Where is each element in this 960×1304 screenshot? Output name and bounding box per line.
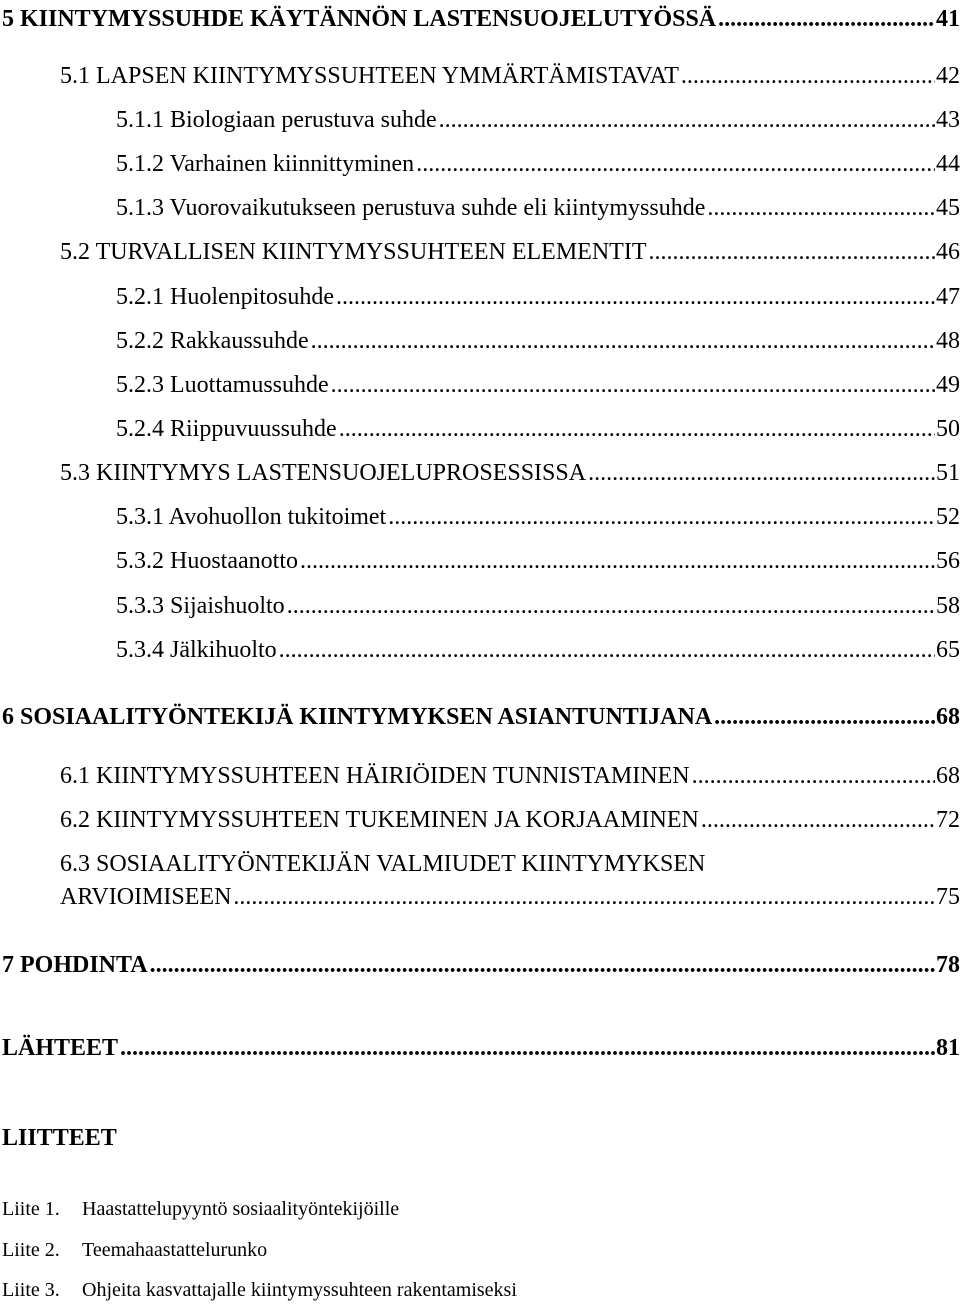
dot-leader <box>439 105 935 135</box>
toc-entry-5-2-1[interactable] <box>116 282 960 312</box>
dot-leader <box>681 61 935 91</box>
dot-leader <box>287 591 935 621</box>
toc-entry-5-1[interactable] <box>60 61 960 91</box>
appendix-label: Liite 2. <box>2 1239 60 1261</box>
dot-leader <box>339 414 935 444</box>
toc-entry-title: LÄHTEET <box>2 1035 119 1061</box>
toc-entry-5-3-3[interactable] <box>116 591 960 621</box>
dot-leader <box>300 546 935 576</box>
dot-leader <box>648 237 935 267</box>
toc-entry-page: 52 <box>936 504 960 530</box>
toc-entry-page: 41 <box>936 6 960 32</box>
dot-leader <box>588 458 935 488</box>
toc-entry-6-3-first-line[interactable]: 6.3 SOSIAALITYÖNTEKIJÄN VALMIUDET KIINTYMYKSEN <box>60 851 706 877</box>
dot-leader <box>718 4 935 34</box>
toc-entry-page: 42 <box>936 63 960 89</box>
dot-leader <box>150 950 935 980</box>
dot-leader <box>311 326 935 356</box>
dot-leader <box>692 761 935 791</box>
appendix-item[interactable] <box>2 1196 399 1222</box>
toc-entry-6-1[interactable] <box>60 761 960 791</box>
appendix-title: Haastattelupyyntö sosiaalityöntekijöille <box>82 1198 400 1220</box>
toc-entry-5-1-1[interactable] <box>116 105 960 135</box>
toc-entry-page: 81 <box>936 1035 960 1061</box>
dot-leader <box>388 502 935 532</box>
toc-entry-title: 5.1.3 Vuorovaikutukseen perustuva suhde eli kiintymyssuhde <box>116 195 706 221</box>
dot-leader <box>336 282 935 312</box>
toc-entry-page: 51 <box>936 460 960 486</box>
toc-entry-title: 5.3 KIINTYMYS LASTENSUOJELUPROSESSISSA <box>60 460 587 486</box>
toc-entry-5[interactable] <box>2 4 960 34</box>
toc-entry-title: 5.2.3 Luottamussuhde <box>116 372 329 398</box>
toc-entry-title: 6.1 KIINTYMYSSUHTEEN HÄIRIÖIDEN TUNNISTAMINEN <box>60 763 690 789</box>
toc-entry-page: 43 <box>936 107 960 133</box>
toc-entry-5-2[interactable] <box>60 237 960 267</box>
toc-entry-title: 5.2.4 Riippuvuussuhde <box>116 416 337 442</box>
toc-entry-page: 78 <box>936 952 960 978</box>
toc-entry-5-1-2[interactable] <box>116 149 960 179</box>
dot-leader <box>331 370 935 400</box>
dot-leader <box>416 149 935 179</box>
toc-entry-page: 68 <box>936 704 960 730</box>
toc-entry-page: 65 <box>936 637 960 663</box>
toc-entry-6[interactable] <box>2 702 960 732</box>
toc-entry-title: 5.2.1 Huolenpitosuhde <box>116 284 334 310</box>
toc-entry-page: 46 <box>936 239 960 265</box>
toc-entry-6-3[interactable] <box>60 882 960 912</box>
toc-entry-references[interactable] <box>2 1033 960 1063</box>
toc-entry-5-2-4[interactable] <box>116 414 960 444</box>
appendix-label: Liite 3. <box>2 1279 60 1301</box>
toc-entry-5-2-2[interactable] <box>116 326 960 356</box>
toc-entry-title: 5.3.2 Huostaanotto <box>116 548 298 574</box>
toc-entry-page: 72 <box>936 807 960 833</box>
toc-entry-title: 6.2 KIINTYMYSSUHTEEN TUKEMINEN JA KORJAAMINEN <box>60 807 699 833</box>
toc-entry-6-2[interactable] <box>60 805 960 835</box>
toc-entry-title: 5.1.1 Biologiaan perustuva suhde <box>116 107 437 133</box>
toc-entry-title: 6 SOSIAALITYÖNTEKIJÄ KIINTYMYKSEN ASIANTUNTIJANA <box>2 704 713 730</box>
dot-leader <box>233 882 935 912</box>
toc-entry-5-3-1[interactable] <box>116 502 960 532</box>
appendices-heading: LIITTEET <box>2 1125 117 1151</box>
dot-leader <box>120 1033 935 1063</box>
toc-entry-title: 5.2.2 Rakkaussuhde <box>116 328 309 354</box>
toc-entry-title: 5.3.1 Avohuollon tukitoimet <box>116 504 387 530</box>
toc-entry-title: 5.3.4 Jälkihuolto <box>116 637 277 663</box>
appendix-label: Liite 1. <box>2 1198 60 1220</box>
toc-entry-page: 47 <box>936 284 960 310</box>
toc-entry-title: 5 KIINTYMYSSUHDE KÄYTÄNNÖN LASTENSUOJELUTYÖSSÄ <box>2 6 717 32</box>
toc-entry-page: 58 <box>936 593 960 619</box>
toc-entry-7[interactable] <box>2 950 960 980</box>
toc-entry-page: 45 <box>936 195 960 221</box>
toc-entry-title: 5.2 TURVALLISEN KIINTYMYSSUHTEEN ELEMENTIT <box>60 239 647 265</box>
toc-entry-5-2-3[interactable] <box>116 370 960 400</box>
appendix-item[interactable] <box>2 1237 267 1263</box>
toc-entry-5-3-4[interactable] <box>116 635 960 665</box>
toc-entry-title: 5.1 LAPSEN KIINTYMYSSUHTEEN YMMÄRTÄMISTAVAT <box>60 63 679 89</box>
toc-entry-page: 68 <box>936 763 960 789</box>
toc-entry-title: 5.3.3 Sijaishuolto <box>116 593 285 619</box>
toc-entry-title: 5.1.2 Varhainen kiinnittyminen <box>116 151 415 177</box>
dot-leader <box>714 702 935 732</box>
dot-leader <box>279 635 935 665</box>
appendix-title: Ohjeita kasvattajalle kiintymyssuhteen rakentamiseksi <box>82 1279 517 1301</box>
toc-entry-page: 49 <box>936 372 960 398</box>
toc-entry-title: 7 POHDINTA <box>2 952 148 978</box>
appendix-item[interactable] <box>2 1277 517 1303</box>
toc-entry-page: 75 <box>936 884 960 910</box>
toc-entry-5-3[interactable] <box>60 458 960 488</box>
dot-leader <box>707 193 935 223</box>
appendix-title: Teemahaastattelurunko <box>82 1239 268 1261</box>
toc-entry-page: 44 <box>936 151 960 177</box>
toc-entry-5-1-3[interactable] <box>116 193 960 223</box>
toc-entry-page: 48 <box>936 328 960 354</box>
toc-entry-5-3-2[interactable] <box>116 546 960 576</box>
dot-leader <box>701 805 935 835</box>
toc-entry-title: ARVIOIMISEEN <box>60 884 232 910</box>
toc-entry-page: 56 <box>936 548 960 574</box>
toc-entry-page: 50 <box>936 416 960 442</box>
